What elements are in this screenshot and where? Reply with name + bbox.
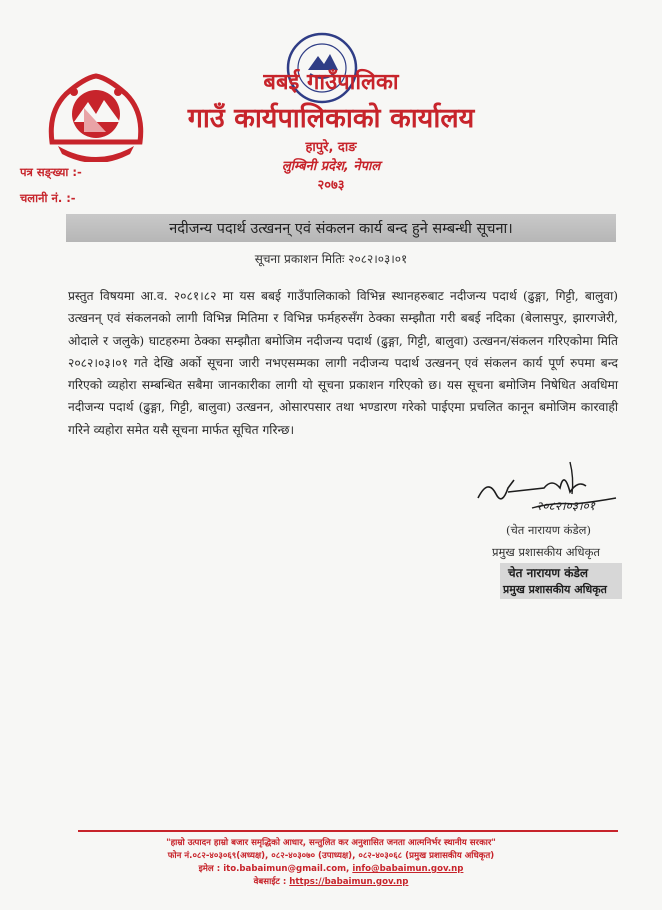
email-link-1[interactable]: ito.babaimun@gmail.com, [223,864,350,874]
handwritten-signature [474,458,624,528]
office-province: लुम्बिनी प्रदेश, नेपाल [281,159,381,174]
signatory-name: (चेत नारायण कंडेल) [506,523,591,537]
footer-phone: फोन नं.०८२-४०३०६९(अध्यक्ष), ०८२-४०३०७० (उपाध्यक्ष), ०८२-४०३०६८ (प्रमुख प्रशासकीय अधिकृत) [167,851,495,861]
footer-slogan: "हाम्रो उत्पादन हाम्रो बजार समृद्धिको आधार, सन्तुलित कर अनुशासित जनता आत्मनिर्भर स्थानीय सरकार" [166,838,496,848]
website-link[interactable]: https://babaimun.gov.np [289,877,409,887]
stamp-name: चेत नारायण कंडेल [508,566,589,580]
notice-body: प्रस्तुत विषयमा आ.व. २०८१।८२ मा यस बबई गाउँपालिकाको विभिन्न स्थानहरुबाट नदीजन्य पदार्थ (ढुङ्गा, गिट्टी, बालुवा) उत्खनन् एवं संकलनको लागी विभिन्न मितिमा र विभिन्न फर्महरुसँग ठेक्का सम्झौता गरी बबई नदिका (बेलासपुर, झारगजेरी, ओदाले र जलुके) घाटहरुमा ठेक्का सम्झौता बमोजिम नदीजन्य पदार्थ (ढुङ्गा, गिट्टी, बालुवा) उत्खनन/संकलन गरिएकोमा मिति २०८२।०३।०१ गते देखि अर्को सूचना जारी नभएसम्मका लागी नदीजन्य पदार्थ उत्खनन् एवं संकलन कार्य पूर्ण रुपमा बन्द गरिएको व्यहोरा सम्बन्धित सबैमा जानकारीका लागी यो सूचना प्रकाशन गरिएको छ। यस सूचना बमोजिम निषेधित अवधिमा नदीजन्य पदार्थ (ढुङ्गा, गिट्टी, बालुवा) उत्खनन, ओसारपसार तथा भण्डारण गरेको पाईएमा प्रचलित कानून बमोजिम कारवाही गरिने व्यहोरा समेत यसै सूचना मार्फत सूचित गरिन्छ। [68,289,618,437]
dispatch-number-label: चलानी नं. :- [20,191,76,205]
established-year: २०७३ [317,178,345,193]
email-label: इमेल : [198,864,221,874]
office-name: गाउँ कार्यपालिकाको कार्यालय [187,103,475,134]
municipality-name: बबई गाउँपालिका [263,70,399,95]
notice-title: नदीजन्य पदार्थ उत्खनन् एवं संकलन कार्य बन्द हुने सम्बन्धी सूचना। [169,221,513,237]
notice-title-bar [66,214,616,242]
signature-date: २०८२।०३।०१ [536,499,596,513]
stamp-title: प्रमुख प्रशासकीय अधिकृत [503,583,607,596]
footer-email [0,862,662,874]
office-location: हापुरे, दाङ [305,140,357,155]
footer-website [0,875,662,887]
email-link-2[interactable]: info@babaimun.gov.np [352,864,464,874]
website-label: वेबसाईट : [253,877,287,887]
signatory-title: प्रमुख प्रशासकीय अधिकृत [492,545,600,559]
letter-number-label: पत्र सङ्ख्या :- [20,165,82,179]
publication-date: सूचना प्रकाशन मितिः २०८२।०३।०१ [254,252,408,266]
footer-divider [78,830,618,832]
